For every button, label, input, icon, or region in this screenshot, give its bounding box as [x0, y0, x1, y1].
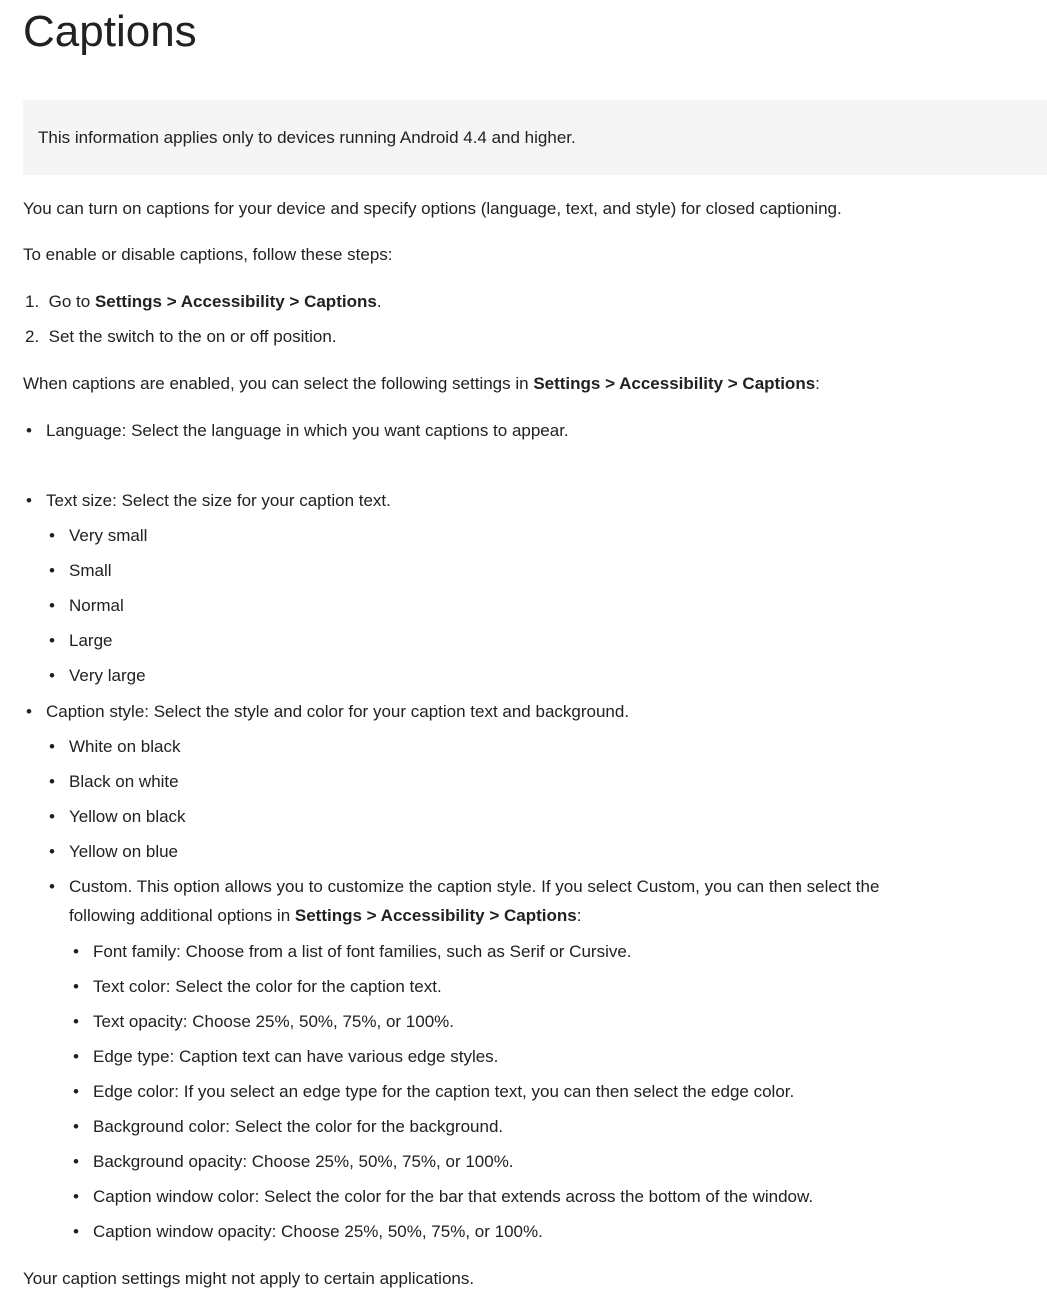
step-number: 2. — [25, 327, 40, 346]
bullet-icon: • — [26, 491, 32, 510]
bullet-icon: • — [49, 561, 55, 580]
custom-option: Edge color: If you select an edge type for the caption text, you can then select the edge color. — [93, 1082, 795, 1101]
bullet-icon: • — [49, 526, 55, 545]
caption-style-option: Black on white — [69, 772, 179, 791]
bullet-icon: • — [73, 1082, 79, 1101]
settings-path: Settings > Accessibility > Captions — [294, 906, 577, 925]
bullet-icon: • — [49, 631, 55, 650]
list-item-language: Language: Select the language in which you want captions to appear. — [46, 421, 569, 440]
text-size-option: Very small — [69, 526, 148, 545]
bullet-icon: • — [49, 842, 55, 861]
custom-option: Font family: Choose from a list of font families, such as Serif or Cursive. — [93, 942, 632, 961]
step-number: 1. — [25, 292, 40, 311]
custom-option: Background opacity: Choose 25%, 50%, 75%, or 100%. — [93, 1152, 514, 1171]
settings-intro: When captions are enabled, you can select the following settings in Settings > Accessibility > Captions: — [23, 374, 820, 393]
step-2: 2. Set the switch to the on or off position. — [25, 327, 337, 346]
custom-option: Background color: Select the color for the background. — [93, 1117, 504, 1136]
bullet-icon: • — [73, 1047, 79, 1066]
bullet-icon: • — [49, 772, 55, 791]
bullet-icon: • — [73, 1222, 79, 1241]
settings-path: Settings > Accessibility > Captions — [94, 292, 377, 311]
bullet-icon: • — [73, 942, 79, 961]
bullet-icon: • — [49, 737, 55, 756]
steps-intro: To enable or disable captions, follow these steps: — [23, 245, 393, 264]
info-note: This information applies only to devices running Android 4.4 and higher. — [23, 100, 1047, 175]
bullet-icon: • — [73, 1152, 79, 1171]
caption-style-custom-line2: following additional options in Settings > Accessibility > Captions: — [69, 906, 582, 925]
text-size-option: Very large — [69, 666, 146, 685]
text-size-option: Small — [69, 561, 112, 580]
bullet-icon: • — [26, 702, 32, 721]
bullet-icon: • — [73, 1012, 79, 1031]
text-size-option: Large — [69, 631, 113, 650]
text-size-option: Normal — [69, 596, 124, 615]
caption-style-option: Yellow on blue — [69, 842, 179, 861]
custom-option: Text opacity: Choose 25%, 50%, 75%, or 100%. — [93, 1012, 454, 1031]
intro-paragraph: You can turn on captions for your device and specify options (language, text, and style) for closed captioning. — [23, 199, 842, 218]
bullet-icon: • — [26, 421, 32, 440]
list-item-caption-style: Caption style: Select the style and color for your caption text and background. — [46, 702, 630, 721]
bullet-icon: • — [49, 807, 55, 826]
bullet-icon: • — [73, 1117, 79, 1136]
caption-style-option: White on black — [69, 737, 181, 756]
bullet-icon: • — [73, 1187, 79, 1206]
settings-path: Settings > Accessibility > Captions — [533, 374, 816, 393]
bullet-icon: • — [73, 977, 79, 996]
step-1: 1. Go to Settings > Accessibility > Captions. — [25, 292, 382, 311]
custom-option: Edge type: Caption text can have various edge styles. — [93, 1047, 499, 1066]
custom-option: Caption window color: Select the color for the bar that extends across the bottom of the window. — [93, 1187, 814, 1206]
caption-style-option: Yellow on black — [69, 807, 186, 826]
bullet-icon: • — [49, 666, 55, 685]
footer-paragraph: Your caption settings might not apply to certain applications. — [23, 1269, 475, 1288]
bullet-icon: • — [49, 596, 55, 615]
page-title: Captions — [23, 7, 197, 56]
custom-option: Caption window opacity: Choose 25%, 50%, 75%, or 100%. — [93, 1222, 543, 1241]
list-item-text-size: Text size: Select the size for your caption text. — [46, 491, 391, 510]
custom-option: Text color: Select the color for the caption text. — [93, 977, 442, 996]
caption-style-custom-line1: Custom. This option allows you to customize the caption style. If you select Custom, you can then select the — [69, 877, 880, 896]
bullet-icon: • — [49, 877, 55, 896]
